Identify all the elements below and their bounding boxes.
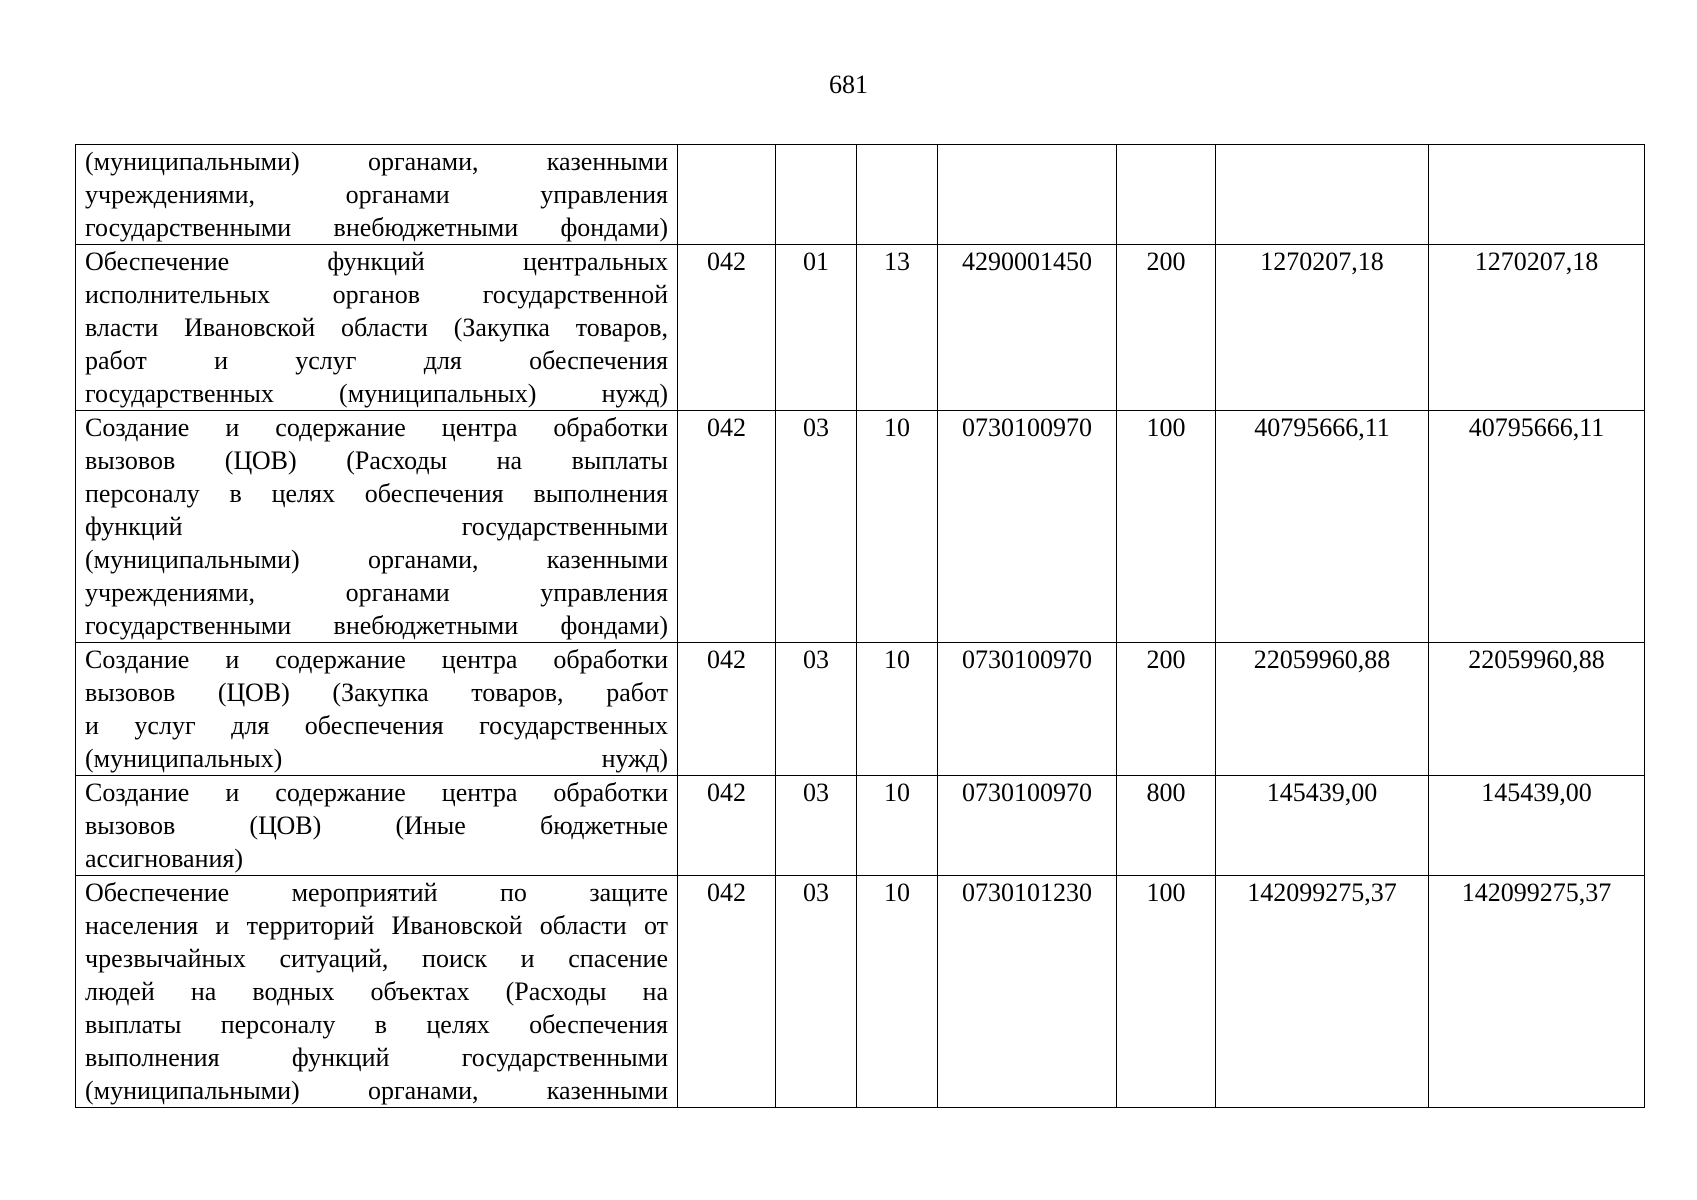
budget-table (75, 144, 1645, 1108)
section-code: 03 (776, 411, 857, 643)
description-line: ассигнования) (85, 844, 244, 873)
description-line: функций государственными (85, 512, 668, 541)
description-line: вызовов (ЦОВ) (Расходы на выплаты (85, 446, 668, 475)
description-line: Обеспечение мероприятий по защите (85, 878, 668, 907)
target-code: 0730101230 (938, 876, 1117, 1108)
expense-type-code: 800 (1117, 776, 1216, 876)
description-line: (муниципальными) органами, казенными (85, 147, 668, 176)
section-code (776, 145, 857, 245)
target-code: 0730100970 (938, 643, 1117, 776)
subsection-code (857, 145, 938, 245)
subsection-code: 10 (857, 643, 938, 776)
description-line: государственными внебюджетными фондами) (85, 611, 668, 640)
table-row (76, 145, 1645, 245)
amount-2: 142099275,37 (1429, 876, 1645, 1108)
row-description (76, 245, 678, 411)
amount-1: 142099275,37 (1216, 876, 1429, 1108)
admin-code: 042 (678, 876, 776, 1108)
description-line: работ и услуг для обеспечения (85, 346, 668, 375)
expense-type-code: 100 (1117, 411, 1216, 643)
description-line: персоналу в целях обеспечения выполнения (85, 479, 668, 508)
description-line: выплаты персоналу в целях обеспечения (85, 1010, 668, 1039)
amount-2: 1270207,18 (1429, 245, 1645, 411)
admin-code: 042 (678, 245, 776, 411)
row-description (76, 411, 678, 643)
subsection-code: 10 (857, 411, 938, 643)
description-line: Обеспечение функций центральных (85, 247, 668, 276)
target-code: 4290001450 (938, 245, 1117, 411)
description-line: вызовов (ЦОВ) (Иные бюджетные (85, 811, 668, 840)
expense-type-code: 200 (1117, 245, 1216, 411)
description-line: государственными внебюджетными фондами) (85, 213, 668, 242)
amount-2: 40795666,11 (1429, 411, 1645, 643)
description-line: выполнения функций государственными (85, 1043, 668, 1072)
row-description (76, 643, 678, 776)
admin-code: 042 (678, 776, 776, 876)
description-line: (муниципальных) нужд) (85, 744, 668, 773)
amount-1: 1270207,18 (1216, 245, 1429, 411)
page-number: 681 (829, 70, 868, 99)
admin-code: 042 (678, 643, 776, 776)
section-code: 03 (776, 643, 857, 776)
amount-2: 22059960,88 (1429, 643, 1645, 776)
section-code: 03 (776, 776, 857, 876)
amount-2 (1429, 145, 1645, 245)
amount-1: 22059960,88 (1216, 643, 1429, 776)
table-row (76, 876, 1645, 1108)
target-code: 0730100970 (938, 776, 1117, 876)
description-line: чрезвычайных ситуаций, поиск и спасение (85, 944, 668, 973)
description-line: исполнительных органов государственной (85, 280, 668, 309)
amount-1: 145439,00 (1216, 776, 1429, 876)
description-line: (муниципальными) органами, казенными (85, 1076, 668, 1105)
description-line: власти Ивановской области (Закупка товаров, (85, 313, 668, 342)
description-line: вызовов (ЦОВ) (Закупка товаров, работ (85, 678, 668, 707)
table-row (76, 776, 1645, 876)
amount-1 (1216, 145, 1429, 245)
description-line: (муниципальными) органами, казенными (85, 545, 668, 574)
subsection-code: 13 (857, 245, 938, 411)
admin-code: 042 (678, 411, 776, 643)
expense-type-code: 100 (1117, 876, 1216, 1108)
description-line: Создание и содержание центра обработки (85, 778, 668, 807)
table-row (76, 411, 1645, 643)
section-code: 03 (776, 876, 857, 1108)
table-row (76, 643, 1645, 776)
row-description (76, 145, 678, 245)
admin-code (678, 145, 776, 245)
row-description (76, 876, 678, 1108)
table-row (76, 245, 1645, 411)
description-line: населения и территорий Ивановской области от (85, 911, 668, 940)
description-line: Создание и содержание центра обработки (85, 413, 668, 442)
subsection-code: 10 (857, 876, 938, 1108)
description-line: людей на водных объектах (Расходы на (85, 977, 668, 1006)
description-line: учреждениями, органами управления (85, 578, 668, 607)
expense-type-code (1117, 145, 1216, 245)
description-line: и услуг для обеспечения государственных (85, 711, 668, 740)
description-line: государственных (муниципальных) нужд) (85, 379, 668, 408)
amount-2: 145439,00 (1429, 776, 1645, 876)
description-line: учреждениями, органами управления (85, 180, 668, 209)
expense-type-code: 200 (1117, 643, 1216, 776)
target-code (938, 145, 1117, 245)
subsection-code: 10 (857, 776, 938, 876)
amount-1: 40795666,11 (1216, 411, 1429, 643)
row-description (76, 776, 678, 876)
description-line: Создание и содержание центра обработки (85, 645, 668, 674)
section-code: 01 (776, 245, 857, 411)
target-code: 0730100970 (938, 411, 1117, 643)
